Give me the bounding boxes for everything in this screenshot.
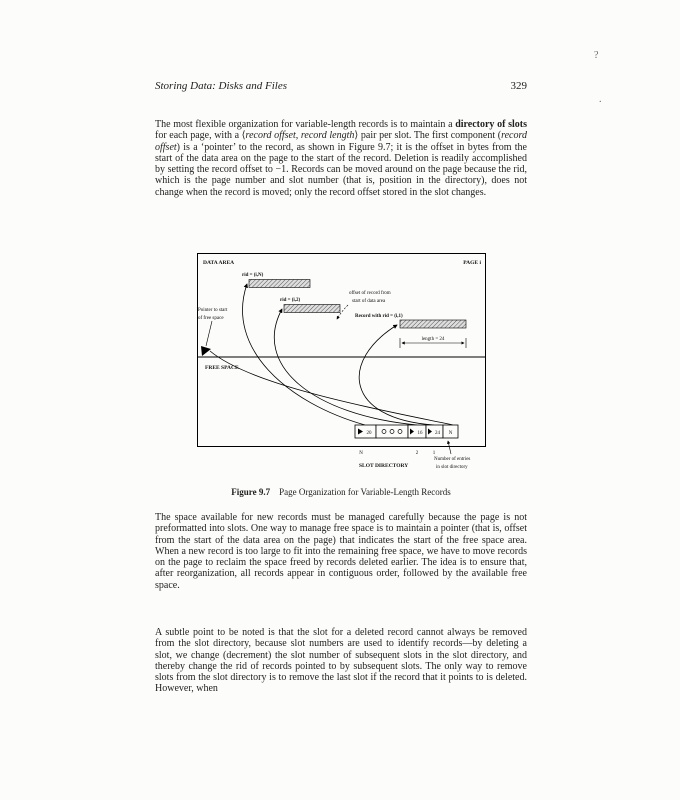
paragraph-1-run: The most flexible organization for variable-length records is to maintain a — [155, 119, 456, 130]
slot-index-2: 2 — [415, 451, 419, 456]
offset-note-line2: start of data area — [352, 299, 386, 304]
scan-artifact: ? — [594, 50, 599, 61]
data-area-label: DATA AREA — [203, 260, 235, 266]
slot-directory-label: SLOT DIRECTORY — [359, 463, 409, 469]
page-i-label: PAGE i — [463, 260, 481, 266]
slot-value-16: 16 — [417, 431, 423, 436]
scan-artifact: . — [599, 94, 602, 105]
slot-index-1: 1 — [432, 451, 436, 456]
figure-caption — [155, 487, 527, 497]
record-rect-rid-n — [249, 280, 310, 288]
paragraph-3: A subtle point to be noted is that the slot for a deleted record cannot always be removed from the slot directory, because slot numbers are used to identify records—by deleting a slot, we change (decrement) the slot number of subsequent slots in the slot directory, and thereby change the rid of records pointed to by subsequent slots. The only way to remove slots from the slot directory is to remove the last slot if the record that it points to is deleted. However, when — [155, 627, 527, 695]
rid-i2-label: rid = (i,2) — [280, 298, 301, 303]
pointer-curve-slot-2 — [274, 309, 417, 425]
paragraph-2: The space available for new records must be managed carefully because the page is not preformatted into slots. One way to manage free space is to maintain a pointer (that is, offset from the start of the data area on the page) that indicates the start of the free space area. When a new record is too large to fit into the remaining free space, we have to move records on the page to reclaim the space freed by records deleted earlier. The idea is to ensure that, after reorganization, all records appear in contiguous order, followed by the available free space. — [155, 512, 527, 591]
entries-note-line1: Number of entries — [434, 457, 471, 462]
slot-value-20: 20 — [366, 431, 372, 436]
free-space-pointer-arrowhead — [201, 346, 211, 356]
record-rect-rid-1 — [400, 320, 466, 328]
figure-caption-label: Figure 9.7 — [231, 487, 271, 497]
paragraph-1-italic-run: record offset — [155, 130, 528, 153]
paragraph-1 — [155, 119, 527, 198]
pointer-curve-free-space — [210, 351, 453, 425]
figure-caption-text: Page Organization for Variable-Length Records — [279, 487, 451, 497]
paragraph-1-bold-run: directory of slots — [455, 119, 527, 130]
length-label: length = 24 — [421, 337, 445, 342]
free-space-label: FREE SPACE — [205, 365, 239, 371]
slot-cell-ellipsis — [376, 425, 408, 438]
free-pointer-note-line1: Pointer to start — [198, 308, 228, 313]
slot-count-value: N — [448, 431, 453, 436]
entries-note-line2: in slot directory — [436, 465, 468, 470]
record-rect-rid-2 — [284, 305, 340, 313]
free-pointer-leader-line — [206, 321, 212, 346]
paragraph-1-italic-run: record offset, record length — [245, 130, 355, 142]
running-head — [155, 80, 527, 92]
rid-in-label: rid = (i,N) — [242, 273, 264, 278]
offset-note-line1: offset of record from — [349, 291, 391, 296]
paragraph-1-run: ⟩ pair per slot. The first component ( — [354, 130, 502, 142]
record-i1-label: Record with rid = (i,1) — [355, 314, 403, 319]
slot-index-n: N — [359, 451, 363, 456]
free-pointer-note-line2: of free space — [198, 316, 224, 321]
figure-9-7-diagram — [197, 253, 487, 477]
running-head-title: Storing Data: Disks and Files — [155, 80, 287, 92]
paragraph-1-run: ) is a ‘pointer’ to the record, as shown in Figure 9.7; it is the offset in bytes from the start of the data area on the page to the start of the record. Deletion is readily accomplished by setting the record offset to −1. Records can be moved around on the page because the rid, which is the page number and slot number (that is, position in the directory), does not change when the record is moved; only the record offset stored in the slot changes. — [155, 141, 527, 198]
entries-note-arrow — [448, 441, 451, 454]
page-number: 329 — [510, 80, 527, 92]
page-organization-diagram — [197, 253, 487, 477]
slot-value-24: 24 — [435, 431, 440, 436]
paragraph-1-run: for each page, with a ⟨ — [155, 130, 246, 142]
